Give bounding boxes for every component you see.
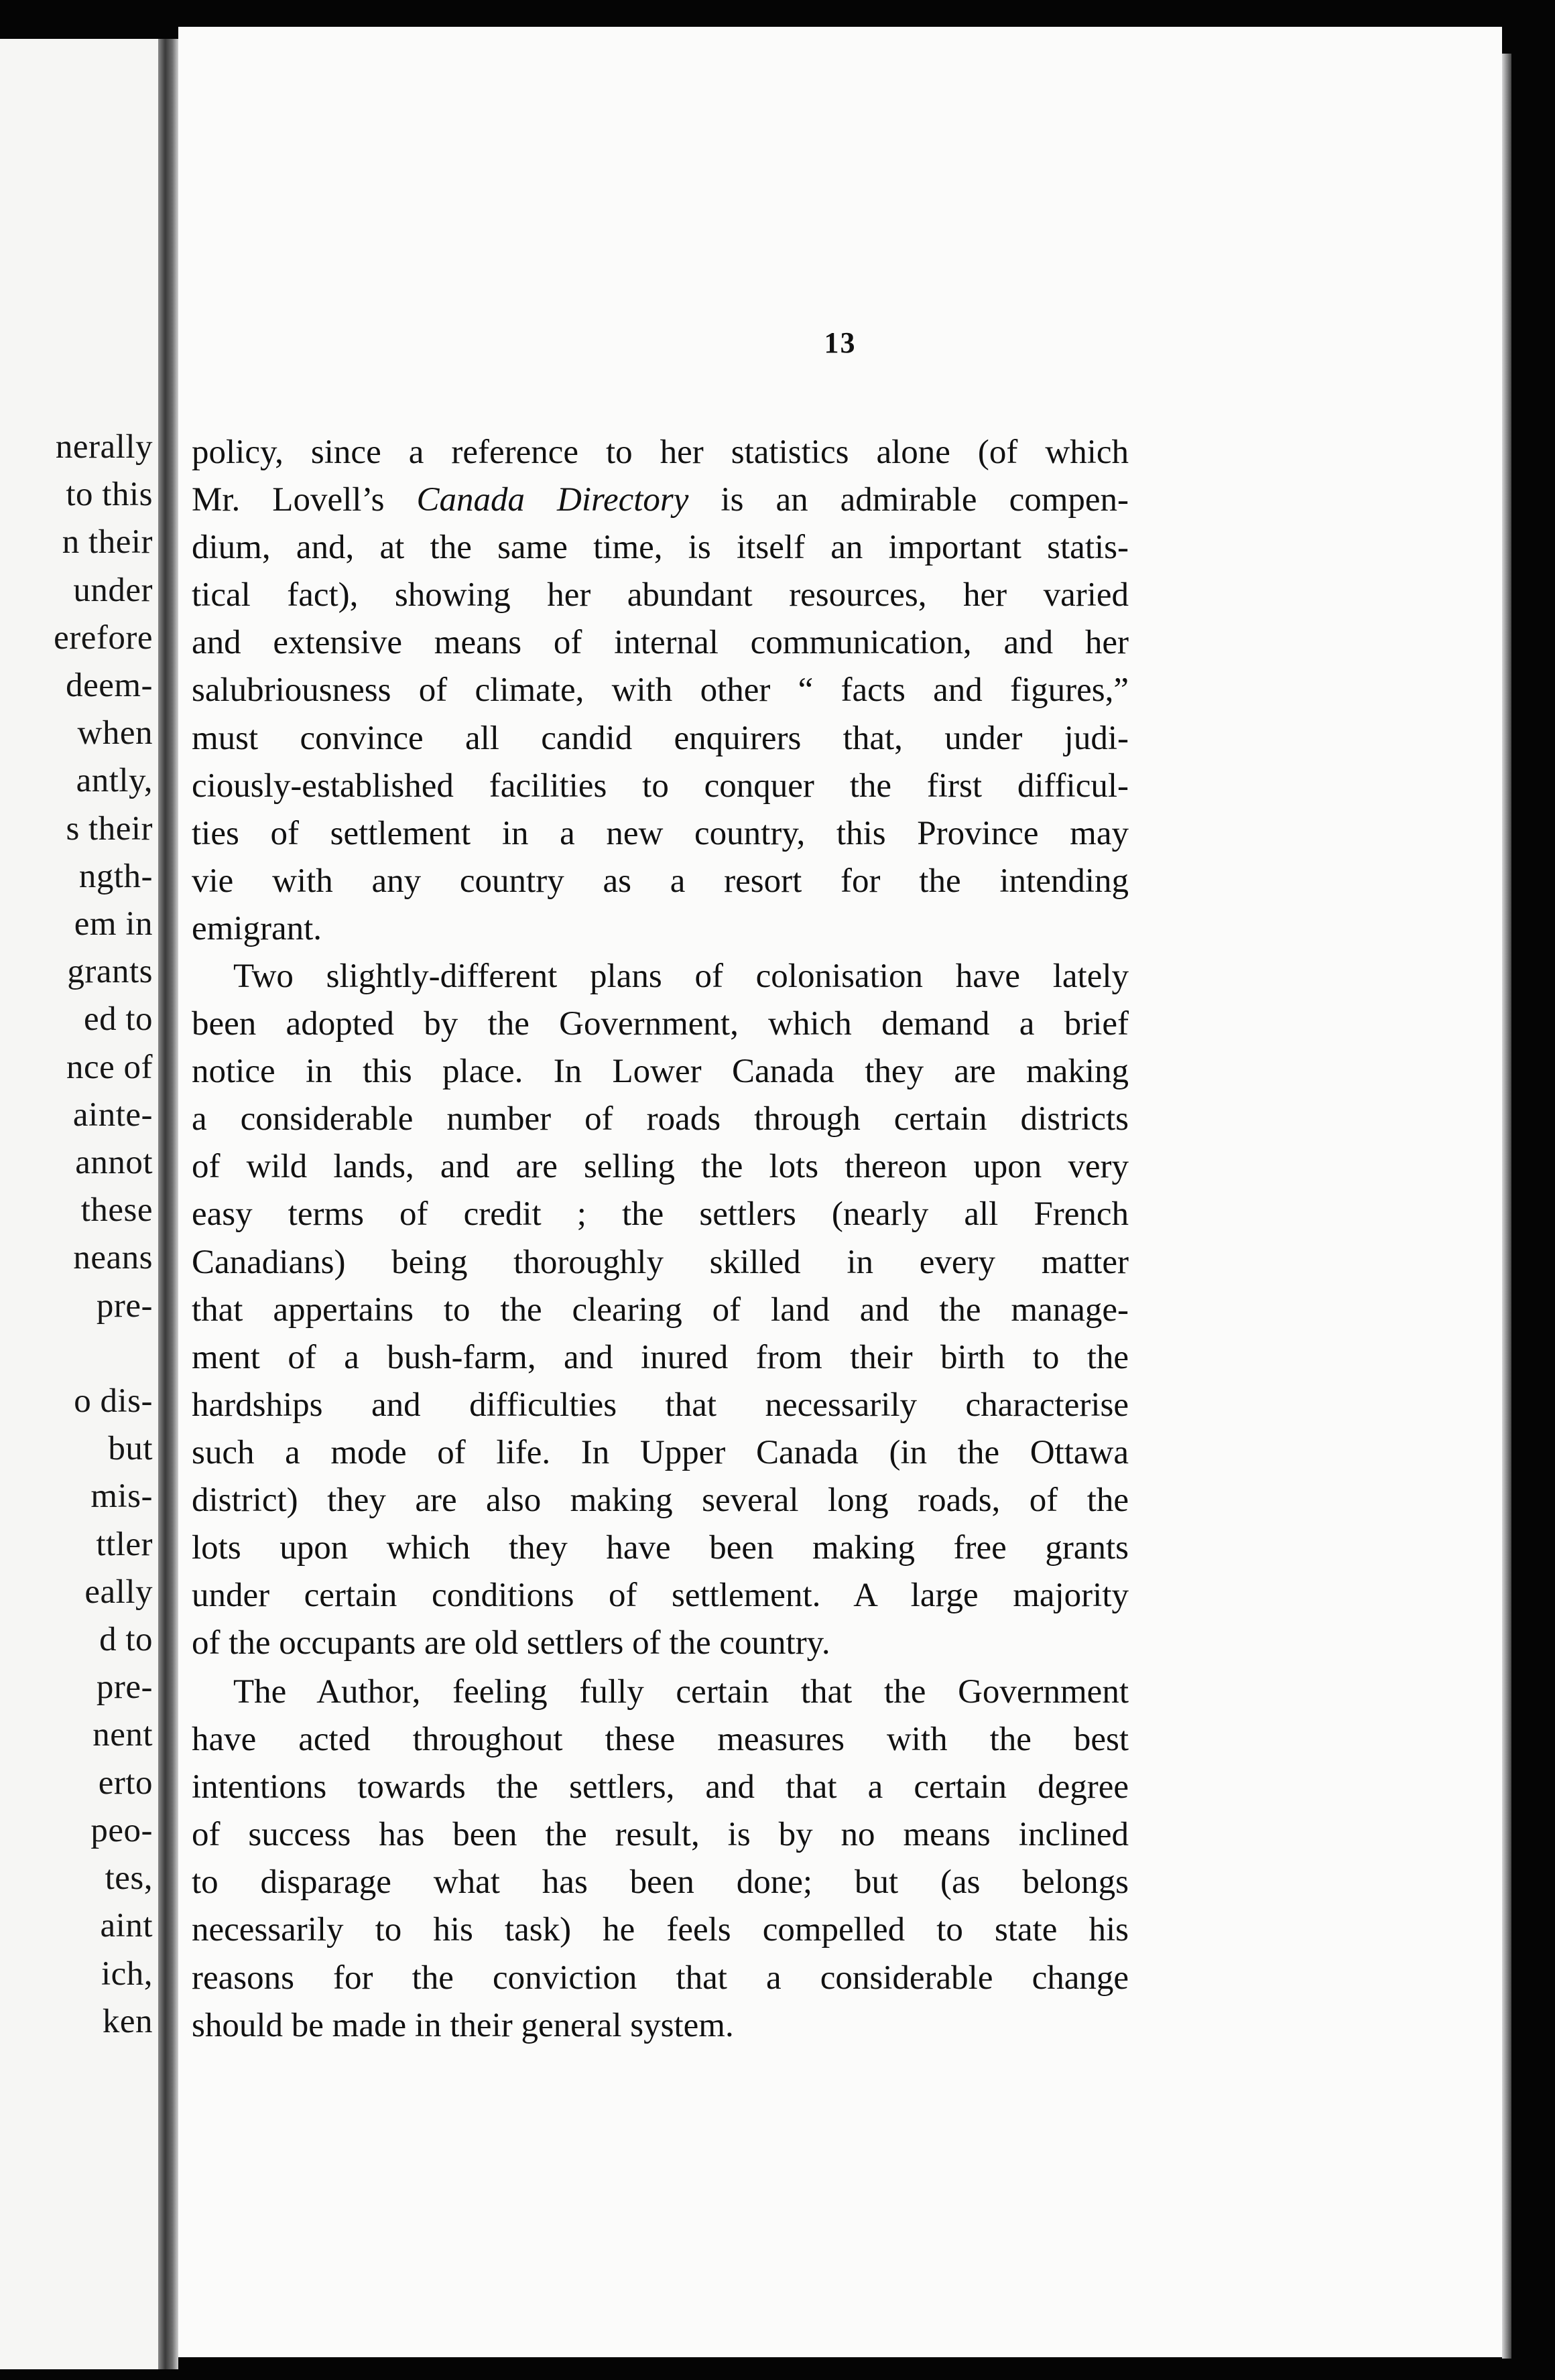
left-page-fragment: mis-: [90, 1477, 153, 1516]
paragraph-1-line: and extensive means of internal communication, and her: [192, 624, 1129, 662]
left-page-fragment: when: [77, 714, 153, 752]
left-facing-page: [0, 39, 158, 2369]
paragraph-2-line: easy terms of credit ; the settlers (nearly all French: [192, 1195, 1129, 1234]
paragraph-1-line: tical fact), showing her abundant resources, her varied: [192, 576, 1129, 614]
paragraph-2-line: been adopted by the Government, which demand a brief: [192, 1005, 1129, 1043]
left-page-fragment: erto: [98, 1764, 153, 1802]
book-title: Canada Directory: [416, 481, 689, 519]
left-page-fragment: these: [80, 1191, 153, 1230]
left-page-fragment: deem-: [66, 667, 153, 705]
paragraph-1-line: dium, and, at the same time, is itself an important statis-: [192, 529, 1129, 567]
paragraph-2-line: Two slightly-different plans of colonisation have lately: [233, 957, 1129, 995]
paragraph-2-line: district) they are also making several long roads, of the: [192, 1481, 1129, 1520]
left-page-fragment: eally: [84, 1573, 153, 1611]
book-gutter: [158, 39, 178, 2369]
paragraph-2-line: hardships and difficulties that necessarily characterise: [192, 1386, 1129, 1424]
paragraph-3: [192, 1668, 1129, 2050]
left-page-fragment: ttler: [96, 1525, 153, 1563]
left-page-fragment: neans: [73, 1239, 153, 1277]
paragraph-2-line: of the occupants are old settlers of the country.: [192, 1624, 830, 1662]
paragraph-2-line: Canadians) being thoroughly skilled in every matter: [192, 1243, 1129, 1281]
paragraph-3-line: to disparage what has been done; but (as belongs: [192, 1863, 1129, 1902]
paragraph-1-line: emigrant.: [192, 909, 322, 947]
left-page-fragment: [54, 1330, 153, 1378]
left-page-fragment: erefore: [54, 618, 153, 657]
paragraph-2-line: under certain conditions of settlement. A large majority: [192, 1577, 1129, 1615]
paragraph-3-line: The Author, feeling fully certain that the Government: [233, 1673, 1129, 1711]
paragraph-1: [192, 429, 1129, 953]
left-page-fragment: pre-: [96, 1668, 153, 1707]
left-page-fragment: peo-: [90, 1811, 153, 1849]
left-page-fragment: grants: [67, 953, 153, 991]
paragraph-2-line: a considerable number of roads through certain districts: [192, 1100, 1129, 1138]
left-page-fragment: s their: [66, 809, 153, 848]
paragraph-2: [192, 953, 1129, 1667]
paragraph-1-line: vie with any country as a resort for the intending: [192, 862, 1129, 900]
left-page-fragment: d to: [99, 1621, 153, 1659]
paragraph-1-line: ciously-established facilities to conquer the first difficul-: [192, 767, 1129, 805]
left-page-fragment: under: [73, 571, 153, 609]
left-page-text-fragments: [54, 423, 153, 2046]
paragraph-3-line: intentions towards the settlers, and that a certain degree: [192, 1768, 1129, 1806]
left-page-fragment: n their: [62, 523, 153, 561]
left-page-fragment: ngth-: [78, 857, 153, 895]
left-page-fragment: antly,: [76, 762, 153, 800]
left-page-fragment: ed to: [83, 1000, 153, 1039]
paragraph-3-line: have acted throughout these measures with the best: [192, 1721, 1129, 1759]
paragraph-1-line: policy, since a reference to her statistics alone (of which: [192, 434, 1129, 471]
left-page-fragment: em in: [74, 905, 153, 943]
right-page: [178, 27, 1502, 2357]
left-page-fragment: nerally: [55, 428, 153, 466]
left-page-fragment: aint: [100, 1907, 153, 1945]
paragraph-1-line: salubriousness of climate, with other “ facts and figures,”: [192, 671, 1129, 710]
paragraph-3-line: should be made in their general system.: [192, 2006, 734, 2044]
paragraph-3-line: reasons for the conviction that a considerable change: [192, 1959, 1129, 1997]
paragraph-2-line: such a mode of life. In Upper Canada (in the Ottawa: [192, 1433, 1129, 1471]
paragraph-2-line: that appertains to the clearing of land and the manage-: [192, 1291, 1129, 1329]
left-page-fragment: ken: [102, 2002, 153, 2040]
left-page-fragment: annot: [75, 1144, 153, 1182]
paragraph-1-line: ties of settlement in a new country, this Province may: [192, 814, 1129, 852]
paragraph-1-line: [192, 476, 1129, 524]
paragraph-2-line: ment of a bush-farm, and inured from their birth to the: [192, 1338, 1129, 1376]
paragraph-1-line: must convince all candid enquirers that, under judi-: [192, 719, 1129, 757]
paragraph-2-line: lots upon which they have been making free grants: [192, 1529, 1129, 1567]
left-page-fragment: nent: [92, 1716, 153, 1754]
left-page-fragment: pre-: [96, 1286, 153, 1325]
left-page-fragment: ich,: [101, 1955, 153, 1993]
paragraph-1-line-part: Mr. Lovell’s: [192, 481, 417, 519]
paragraph-2-line: notice in this place. In Lower Canada they are making: [192, 1053, 1129, 1091]
left-page-fragment: o dis-: [74, 1382, 153, 1420]
page-number: 13: [824, 326, 857, 359]
left-page-fragment: nce of: [66, 1048, 153, 1086]
left-page-fragment: to this: [66, 476, 153, 514]
page-edge: [1502, 54, 1511, 2359]
paragraph-3-line: of success has been the result, is by no means inclined: [192, 1816, 1129, 1854]
paragraph-1-line-part: is an admirable compen-: [688, 481, 1129, 519]
left-page-fragment: but: [108, 1430, 153, 1468]
left-page-fragment: ainte-: [72, 1096, 153, 1134]
paragraph-3-line: necessarily to his task) he feels compelled to state his: [192, 1911, 1129, 1949]
left-page-fragment: tes,: [105, 1859, 153, 1898]
paragraph-2-line: of wild lands, and are selling the lots thereon upon very: [192, 1148, 1129, 1186]
